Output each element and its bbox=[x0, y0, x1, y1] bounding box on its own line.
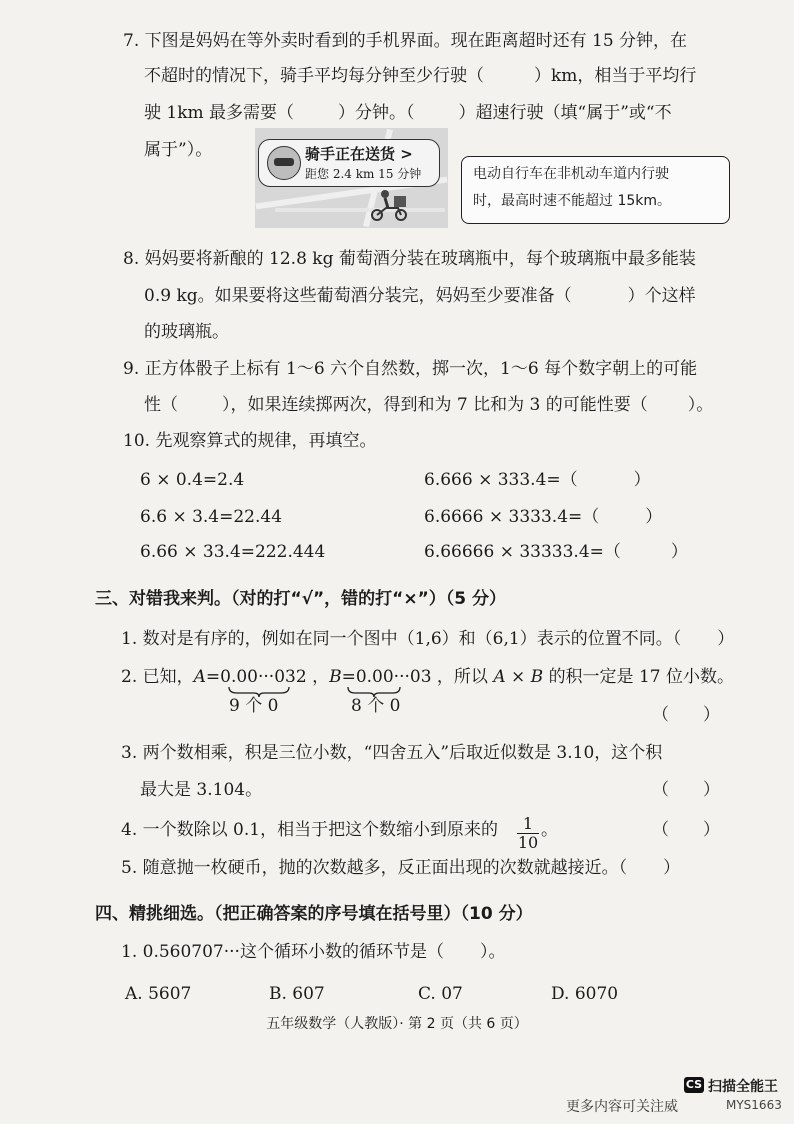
more-content-note: 更多内容可关注威 bbox=[566, 1099, 678, 1115]
option-c: C. 07 bbox=[418, 984, 463, 1004]
q10-title: 10. 先观察算式的规律，再填空。 bbox=[123, 431, 377, 451]
q8-line-1: 8. 妈妈要将新酿的 12.8 kg 葡萄酒分装在玻璃瓶中，每个玻璃瓶中最多能装 bbox=[123, 249, 696, 269]
s4-q1: 1. 0.560707···这个循环小数的循环节是（ ）。 bbox=[121, 942, 506, 962]
s3-q3-line-1: 3. 两个数相乘，积是三位小数，“四舍五入”后取近似数是 3.10，这个积 bbox=[121, 743, 663, 763]
s3-q5: 5. 随意抛一枚硬币，抛的次数越多，反正面出现的次数就越接近。（ ） bbox=[121, 858, 681, 878]
q10-eq-right-3: 6.66666 × 33333.4=（ ） bbox=[424, 542, 688, 562]
s3-q2-answer: （ ） bbox=[652, 705, 720, 725]
s3-q4-answer: （ ） bbox=[652, 820, 720, 840]
s3-q4: 4. 一个数除以 0.1，相当于把这个数缩小到原来的 bbox=[121, 820, 499, 840]
watermark-code: MYS1663 bbox=[726, 1098, 782, 1112]
underbrace-label-8: 8 个 0 bbox=[351, 696, 401, 716]
scooter-icon bbox=[368, 188, 410, 222]
s3-q3-answer: （ ） bbox=[652, 780, 720, 800]
q10-eq-right-2: 6.6666 × 3333.4=（ ） bbox=[424, 507, 663, 527]
option-d: D. 6070 bbox=[551, 984, 619, 1004]
scanner-name: 扫描全能王 bbox=[708, 1079, 778, 1095]
rider-avatar-icon bbox=[267, 146, 301, 180]
q7-line-4: 属于”）。 bbox=[144, 140, 213, 160]
s3-q4-period: 。 bbox=[541, 820, 558, 840]
s3-q2: 2. 已知，A=0.00···032 ，B=0.00···03 ，所以 A × B 的积一定是 17 位小数。 bbox=[121, 667, 735, 687]
delivery-status: 骑手正在送货 > bbox=[305, 145, 413, 163]
s3-q3-line-2: 最大是 3.104。 bbox=[140, 780, 263, 800]
section-3-title: 三、对错我来判。（对的打“√”，错的打“×”）（5 分） bbox=[95, 589, 507, 609]
scanner-logo-icon: CS bbox=[685, 1078, 703, 1091]
q7-line-1: 7. 下图是妈妈在等外卖时看到的手机界面。现在距离超时还有 15 分钟，在 bbox=[123, 31, 688, 51]
q8-line-2: 0.9 kg。如果要将这些葡萄酒分装完，妈妈至少要准备（ ）个这样 bbox=[144, 286, 696, 306]
section-4-title: 四、精挑细选。（把正确答案的序号填在括号里）（10 分） bbox=[95, 904, 533, 924]
q9-line-2: 性（ ），如果连续掷两次，得到和为 7 比和为 3 的可能性要（ ）。 bbox=[144, 395, 714, 415]
q7-line-2: 不超时的情况下，骑手平均每分钟至少行驶（ ）km，相当于平均行 bbox=[144, 66, 697, 86]
option-b: B. 607 bbox=[269, 984, 325, 1004]
q8-line-3: 的玻璃瓶。 bbox=[144, 322, 229, 342]
delivery-distance: 距您 2.4 km 15 分钟 bbox=[305, 167, 422, 181]
speed-rule-line-2: 时，最高时速不能超过 15km。 bbox=[473, 193, 672, 209]
q10-eq-left-3: 6.66 × 33.4=222.444 bbox=[140, 542, 326, 562]
option-a: A. 5607 bbox=[125, 984, 192, 1004]
underbrace-label-9: 9 个 0 bbox=[229, 696, 279, 716]
q10-eq-right-1: 6.666 × 333.4=（ ） bbox=[424, 470, 651, 490]
s3-q1: 1. 数对是有序的，例如在同一个图中（1,6）和（6,1）表示的位置不同。（ ） bbox=[121, 629, 735, 649]
fraction-one-tenth: 1 10 bbox=[517, 814, 539, 852]
q7-line-3: 驶 1km 最多需要（ ）分钟。（ ）超速行驶（填“属于”或“不 bbox=[144, 103, 672, 123]
speed-rule-line-1: 电动自行车在非机动车道内行驶 bbox=[473, 166, 669, 182]
page-footer: 五年级数学（人教版）· 第 2 页（共 6 页） bbox=[266, 1016, 528, 1032]
q10-eq-left-1: 6 × 0.4=2.4 bbox=[140, 470, 245, 490]
q9-line-1: 9. 正方体骰子上标有 1～6 六个自然数，掷一次，1～6 每个数字朝上的可能 bbox=[123, 359, 698, 379]
q10-eq-left-2: 6.6 × 3.4=22.44 bbox=[140, 507, 283, 527]
